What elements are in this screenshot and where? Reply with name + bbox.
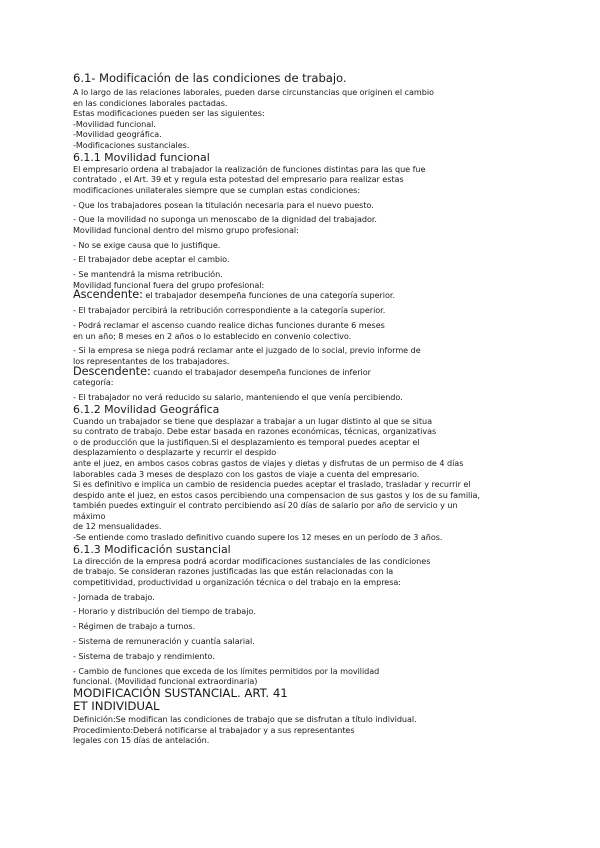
document-body: [73, 72, 513, 746]
list-item: - El trabajador debe aceptar el cambio.: [73, 254, 230, 265]
descendente-line: [73, 364, 513, 378]
paragraph-line: -Se entiende como traslado definitivo cuando supere los 12 meses en un período de 3 años.: [73, 532, 443, 543]
list-item-cont: en un año; 8 meses en 2 años o lo establecido en convenio colectivo.: [73, 330, 352, 341]
descendente-label: Descendente:: [73, 364, 151, 378]
list-item: - El trabajador percibirá la retribución correspondiente a la categoría superior.: [73, 305, 386, 316]
list-item: - Sistema de remuneración y cuantía salarial.: [73, 635, 255, 646]
paragraph-line: La dirección de la empresa podrá acordar modificaciones sustanciales de las condiciones: [73, 555, 431, 566]
paragraph-line: Si es definitivo e implica un cambio de residencia puedes aceptar el traslado, trasladar y recurrir el: [73, 479, 471, 490]
intro-list-item: -Movilidad funcional.: [73, 118, 156, 129]
paragraph-line: ante el juez, en ambos casos cobras gastos de viajes y dietas y disfrutas de un permiso de 4 días: [73, 457, 464, 468]
subsection-heading-612: 6.1.2 Movilidad Geográfica: [73, 402, 220, 416]
list-item-cont: funcional. (Movilidad funcional extraordinaria): [73, 676, 258, 687]
ascendente-label: Ascendente:: [73, 288, 143, 302]
paragraph-line: también puedes extinguir el contrato percibiendo así 20 días de salario por año de servicio y un: [73, 500, 458, 511]
paragraph-line: Definición:Se modifican las condiciones de trabajo que se disfrutan a título individual.: [73, 713, 417, 724]
paragraph-line: laborables cada 3 meses de desplazo con los gastos de viaje a cuenta del empresario.: [73, 468, 420, 479]
paragraph-line: desplazamiento o desplazarte y recurrir el despido: [73, 447, 277, 458]
paragraph-line: Cuando un trabajador se tiene que desplazar a trabajar a un lugar distinto al que se situa: [73, 415, 432, 426]
ascendente-text: el trabajador desempeña funciones de una categoría superior.: [142, 290, 395, 301]
list-item: - Horario y distribución del tiempo de trabajo.: [73, 606, 256, 617]
descendente-text: cuando el trabajador desempeña funciones de inferior: [150, 366, 371, 377]
paragraph-line: contratado , el Art. 39 et y regula esta potestad del empresario para realizar estas: [73, 174, 404, 185]
paragraph-line: o de producción que la justifiquen.Si el desplazamiento es temporal puedes aceptar el: [73, 436, 420, 447]
list-item: - Que los trabajadores posean la titulación necesaria para el nuevo puesto.: [73, 199, 374, 210]
list-item: - Régimen de trabajo a turnos.: [73, 621, 196, 632]
list-item: - Se mantendrá la misma retribución.: [73, 269, 223, 280]
intro-line: en las condiciones laborales pactadas.: [73, 97, 228, 108]
list-item: - Si la empresa se niega podrá reclamar ante el juzgado de lo social, previo informe de: [73, 345, 421, 356]
intro-line: A lo largo de las relaciones laborales, pueden darse circunstancias que originen el cambio: [73, 87, 434, 97]
list-item: - El trabajador no verá reducido su salario, manteniendo el que venía percibiendo.: [73, 391, 403, 402]
intro-list-item: -Modificaciones sustanciales.: [73, 139, 190, 150]
list-item: - Que la movilidad no suponga un menoscabo de la dignidad del trabajador.: [73, 214, 377, 225]
intro-line: Estas modificaciones pueden ser las siguientes:: [73, 108, 265, 119]
paragraph-line: modificaciones unilaterales siempre que se cumplan estas condiciones:: [73, 184, 361, 195]
label-line: Movilidad funcional fuera del grupo profesional:: [73, 279, 265, 290]
final-title-cont: ET INDIVIDUAL: [73, 699, 160, 714]
paragraph-line: competitividad, productividad u organización técnica o del trabajo en la empresa:: [73, 576, 401, 587]
list-item: - Sistema de trabajo y rendimiento.: [73, 650, 215, 661]
label-line: Movilidad funcional dentro del mismo grupo profesional:: [73, 224, 299, 235]
paragraph-line: despido ante el juez, en estos casos percibiendo una compensacion de sus gastos y los de su familia,: [73, 489, 480, 500]
descendente-text-cont: categoría:: [73, 377, 114, 388]
final-title: MODIFICACIÓN SUSTANCIAL. ART. 41: [73, 685, 288, 700]
paragraph-line: El empresario ordena al trabajador la realización de funciones distintas para las que fue: [73, 163, 426, 174]
section-title: 6.1- Modificación de las condiciones de trabajo.: [73, 71, 347, 85]
paragraph-line: de trabajo. Se consideran razones justificadas las que están relacionadas con la: [73, 566, 394, 577]
list-item: - Jornada de trabajo.: [73, 591, 155, 602]
intro-list-item: -Movilidad geográfica.: [73, 129, 162, 140]
paragraph-line: de 12 mensualidades.: [73, 521, 162, 532]
ascendente-line: [73, 290, 513, 301]
paragraph-line: su contrato de trabajo. Debe estar basada en razones económicas, técnicas, organizativas: [73, 426, 437, 437]
paragraph-line: máximo: [73, 510, 106, 521]
subsection-heading-613: 6.1.3 Modificación sustancial: [73, 542, 231, 556]
paragraph-line: Procedimiento:Deberá notificarse al trabajador y a sus representantes: [73, 724, 355, 735]
list-item: - Podrá reclamar el ascenso cuando realice dichas funciones durante 6 meses: [73, 320, 385, 330]
list-item-cont: los representantes de los trabajadores.: [73, 355, 230, 366]
list-item: - Cambio de funciones que exceda de los límites permitidos por la movilidad: [73, 665, 380, 676]
subsection-heading-611: 6.1.1 Movilidad funcional: [73, 150, 210, 164]
paragraph-line: legales con 15 días de antelación.: [73, 735, 210, 746]
list-item: - No se exige causa que lo justifique.: [73, 239, 221, 250]
